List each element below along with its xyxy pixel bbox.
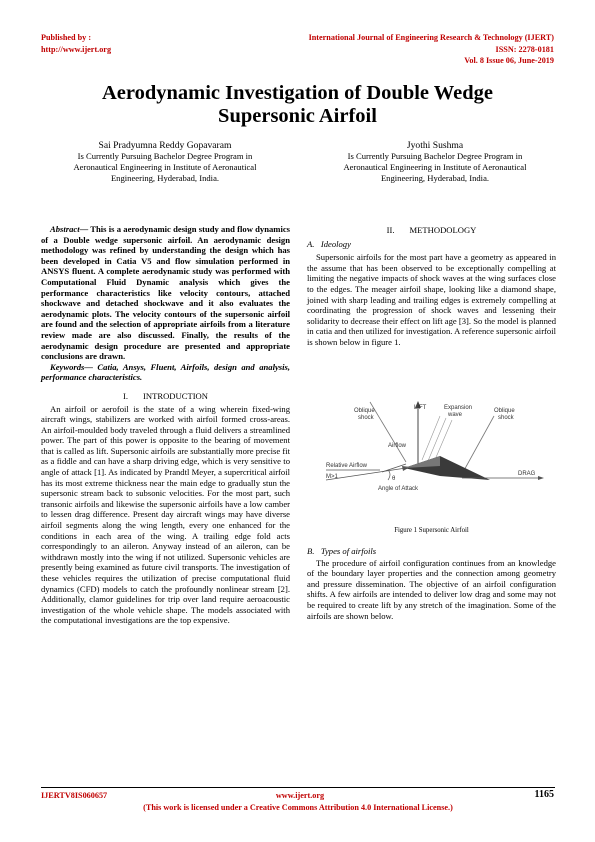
left-oblique-shock-line	[370, 402, 406, 462]
keywords-text: Catia, Ansys, Fluent, Airfoils, design and analysis, performance characteristics.	[41, 361, 290, 383]
supersonic-airfoil-diagram	[322, 396, 546, 520]
label-expansion-wave: Expansion	[444, 405, 473, 411]
drag-arrowhead	[538, 476, 544, 480]
label-oblique-shock-left: Oblique	[354, 408, 375, 414]
label-oblique-shock-left: shock	[358, 415, 374, 421]
label-lift: LIFT	[414, 405, 427, 411]
author-affiliation: Engineering, Hyderabad, India.	[380, 173, 490, 183]
label-drag: DRAG	[518, 471, 536, 477]
airfoil-shape	[404, 456, 490, 480]
types-section	[307, 546, 556, 621]
intro-paragraph: An airfoil or aerofoil is the state of a wing wherein fixed-wing aircraft wings, stabilizers are worked with airfoil formed cross-areas. An airfoil-moulded body traveled through a fluid delivers a streamlined power. The part of this power is opposite to the bearing of movement that is called as lift. Supersonic airfoils are substantially more precise fit as a fiddle and can have a sharp driving edge, which is very sensitive to angle of attack [1]. As indicated by Prandtl Meyer, a supercritical airfoil has its most extreme thickness near the main edge to gradually stun the supersonic stream back to subsonic velocities. For the most part, such transonic airfoils and likewise the supersonic airfoils have a low camber to lessen drag difference. Present day aircraft wings may have diverse airfoil segments along the wing length, every one enhanced for the conditions in each area of the wing. A trailing edge fold acts correspondingly to an aileron. Anyway instead of an aileron, can be withdrawn mostly into the wing if not utilized. Supersonic vehicles are presently being examined as future civil transports. The investigation of these vehicles requires the utilization of precise computational fluid dynamics (CFD) models to catch the profoundly nonlinear stream [2]. Additionally, clamor guidelines for trip over land require aeroacoustic investigation of the whole vehicle shape. The models associated with the computational investigations are the top expensive.	[41, 403, 290, 626]
publisher-label: Published by :	[41, 33, 92, 42]
label-oblique-shock-right: shock	[498, 415, 514, 421]
issn: ISSN: 2278-0181	[495, 45, 554, 54]
right-column	[307, 224, 556, 348]
volume-issue: Vol. 8 Issue 06, June-2019	[464, 56, 554, 65]
label-angle-of-attack: Angle of Attack	[378, 486, 419, 492]
publisher-url-link[interactable]: http://www.ijert.org	[41, 45, 112, 54]
label-airflow: Airflow	[388, 443, 407, 449]
section-heading-methodology: II. METHODOLOGY	[386, 225, 477, 235]
author-block-2	[315, 140, 555, 184]
label-relative-airflow: Relative Airflow	[326, 463, 368, 469]
label-mach: M>1	[326, 474, 338, 480]
paper-title-line2: Supersonic Airfoil	[218, 105, 377, 127]
journal-name: International Journal of Engineering Research & Technology (IJERT)	[308, 33, 554, 42]
paper-title	[40, 82, 555, 128]
label-expansion-wave: wave	[448, 412, 463, 418]
angle-of-attack-arc	[388, 470, 390, 480]
author-affiliation: Is Currently Pursuing Bachelor Degree Program in	[77, 151, 253, 161]
ideology-paragraph: Supersonic airfoils for the most part have a geometry as appeared in the assume that has been observed to be exceptionally compelling at limiting the negative impacts of shock waves at the wing surfaces close to the edges. The meager airfoil shape, looking like a diamond shape, joined with sharp leading and trailing edges is extremely compelling at coordinating the progression of shock waves and lessening their solidarity to decrease their effect on lift age [3]. So the model is planned in catia and then utilized for investigation. A reference supersonic airfoil is shown below in figure 1.	[307, 252, 556, 347]
right-oblique-shock-line	[462, 416, 494, 474]
label-theta: θ	[392, 476, 396, 482]
paper-title-line1: Aerodynamic Investigation of Double Wedge	[101, 82, 494, 104]
author-name: Sai Pradyumna Reddy Gopavaram	[98, 140, 232, 151]
author-affiliation: Engineering, Hyderabad, India.	[110, 173, 220, 183]
airfoil-highlight	[404, 456, 440, 468]
left-column	[41, 224, 290, 626]
types-paragraph: The procedure of airfoil configuration continues from an knowledge of the boundary layer properties and the connection among geometry and pressure dissemination. The objective of an airfoil configuration shifts. A few airfoils are intended to deliver low drag and some may not be required to create lift by any stretch of the imagination. Some of the airfoils are shown below.	[307, 557, 556, 621]
subsection-heading-types: B. Types of airfoils	[307, 546, 377, 556]
abstract-text: This is a aerodynamic design study and flow dynamics of a Double wedge supersonic airfoil. An aerodynamic design methodology was refined by understanding the design which has been developed in Catia V5 and flow simulation performed in ANSYS fluent. A complete aerodynamic study was performed with Computational Fluid Dynamic analysis which gives the performance characteristics like velocity contours, attached shockwave and detached shockwave and it also evaluates the aerodynamic plots. The velocity contours of the supersonic airfoil are found and the selection of appropriate airfoils from a literature review made are also discussed. Finally, the results of the aerodynamic design procedure are presented and appropriate conclusions are drawn.	[41, 224, 290, 362]
section-heading-introduction: I. INTRODUCTION	[123, 390, 208, 401]
page-number: 1165	[534, 789, 554, 800]
keywords-label: Keywords—	[50, 361, 93, 372]
author-name: Jyothi Sushma	[406, 140, 464, 151]
author-block-1	[45, 140, 285, 184]
author-affiliation: Aeronautical Engineering in Institute of Aeronautical	[343, 162, 527, 172]
license-notice: (This work is licensed under a Creative Commons Attribution 4.0 International License.)	[143, 803, 453, 812]
abstract-label: Abstract—	[50, 224, 89, 234]
footer-url-link[interactable]: www.ijert.org	[275, 791, 325, 800]
figure-caption: Figure 1 Supersonic Airfoil	[394, 527, 469, 534]
abstract	[41, 224, 290, 362]
author-affiliation: Is Currently Pursuing Bachelor Degree Program in	[347, 151, 523, 161]
footer-divider	[41, 787, 555, 788]
author-affiliation: Aeronautical Engineering in Institute of Aeronautical	[73, 162, 257, 172]
label-oblique-shock-right: Oblique	[494, 408, 515, 414]
keywords	[41, 362, 290, 383]
figure-supersonic-airfoil	[322, 396, 546, 520]
expansion-wave-line	[434, 420, 452, 462]
footer-paper-id: IJERTV8IS060657	[41, 791, 108, 800]
subsection-heading-ideology: A. Ideology	[307, 238, 351, 249]
